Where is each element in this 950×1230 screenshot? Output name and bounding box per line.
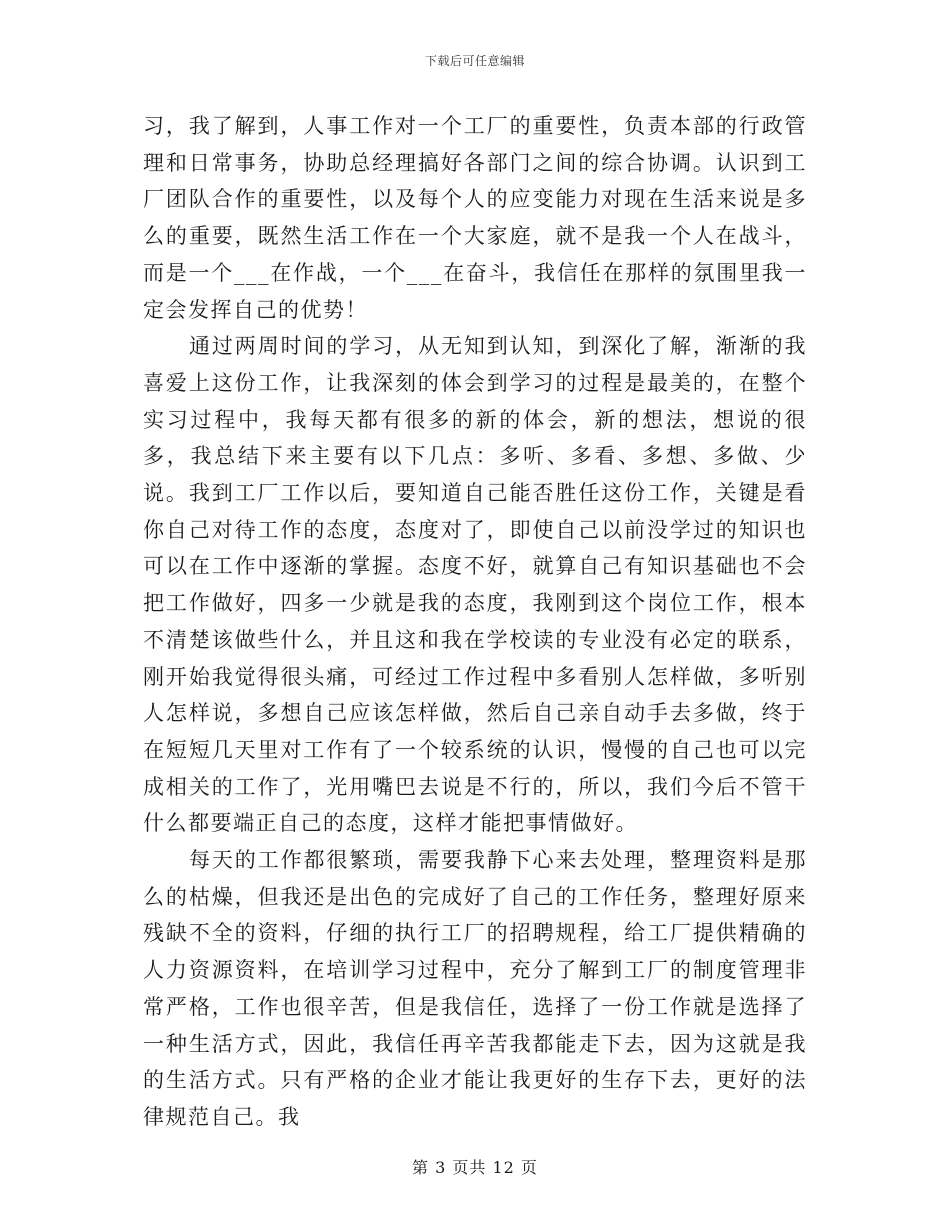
paragraph: 每天的工作都很繁琐，需要我静下心来去处理，整理资料是那么的枯燥，但我还是出色的完成好了自己的工作任务，整理好原来残缺不全的资料，仔细的执行工厂的招聘规程，给工厂提供精确的人力资源资料，在培训学习过程中，充分了解到工厂的制度管理非常严格，工作也很辛苦，但是我信任，选择了一份工作就是选择了一种生活方式，因此，我信任再辛苦我都能走下去，因为这就是我的生活方式。只有严格的企业才能让我更好的生存下去，更好的法律规范自己。我 [143, 848, 807, 1129]
paragraph: 习，我了解到，人事工作对一个工厂的重要性，负责本部的行政管理和日常事务，协助总经理搞好各部门之间的综合协调。认识到工厂团队合作的重要性，以及每个人的应变能力对现在生活来说是多么的重要，既然生活工作在一个大家庭，就不是我一个人在战斗，而是一个___在作战，一个___在奋斗，我信任在那样的氛围里我一定会发挥自己的优势！ [143, 114, 807, 322]
page-header: 下载后可任意编辑 [424, 54, 525, 68]
paragraph: 通过两周时间的学习，从无知到认知，到深化了解，渐渐的我喜爱上这份工作，让我深刻的体会到学习的过程是最美的，在整个实习过程中，我每天都有很多的新的体会，新的想法，想说的很多，我总结下来主要有以下几点：多听、多看、多想、多做、少说。我到工厂工作以后，要知道自己能否胜任这份工作，关键是看你自己对待工作的态度，态度对了，即使自己以前没学过的知识也可以在工作中逐渐的掌握。态度不好，就算自己有知识基础也不会把工作做好，四多一少就是我的态度，我刚到这个岗位工作，根本不清楚该做些什么，并且这和我在学校读的专业没有必定的联系，刚开始我觉得很头痛，可经过工作过程中多看别人怎样做，多听别人怎样说，多想自己应该怎样做，然后自己亲自动手去多做，终于在短短几天里对工作有了一个较系统的认识，慢慢的自己也可以完成相关的工作了，光用嘴巴去说是不行的，所以，我们今后不管干什么都要端正自己的态度，这样才能把事情做好。 [143, 334, 807, 836]
page-number-footer: 第 3 页共 12 页 [412, 1158, 538, 1177]
document-body [143, 108, 807, 1136]
